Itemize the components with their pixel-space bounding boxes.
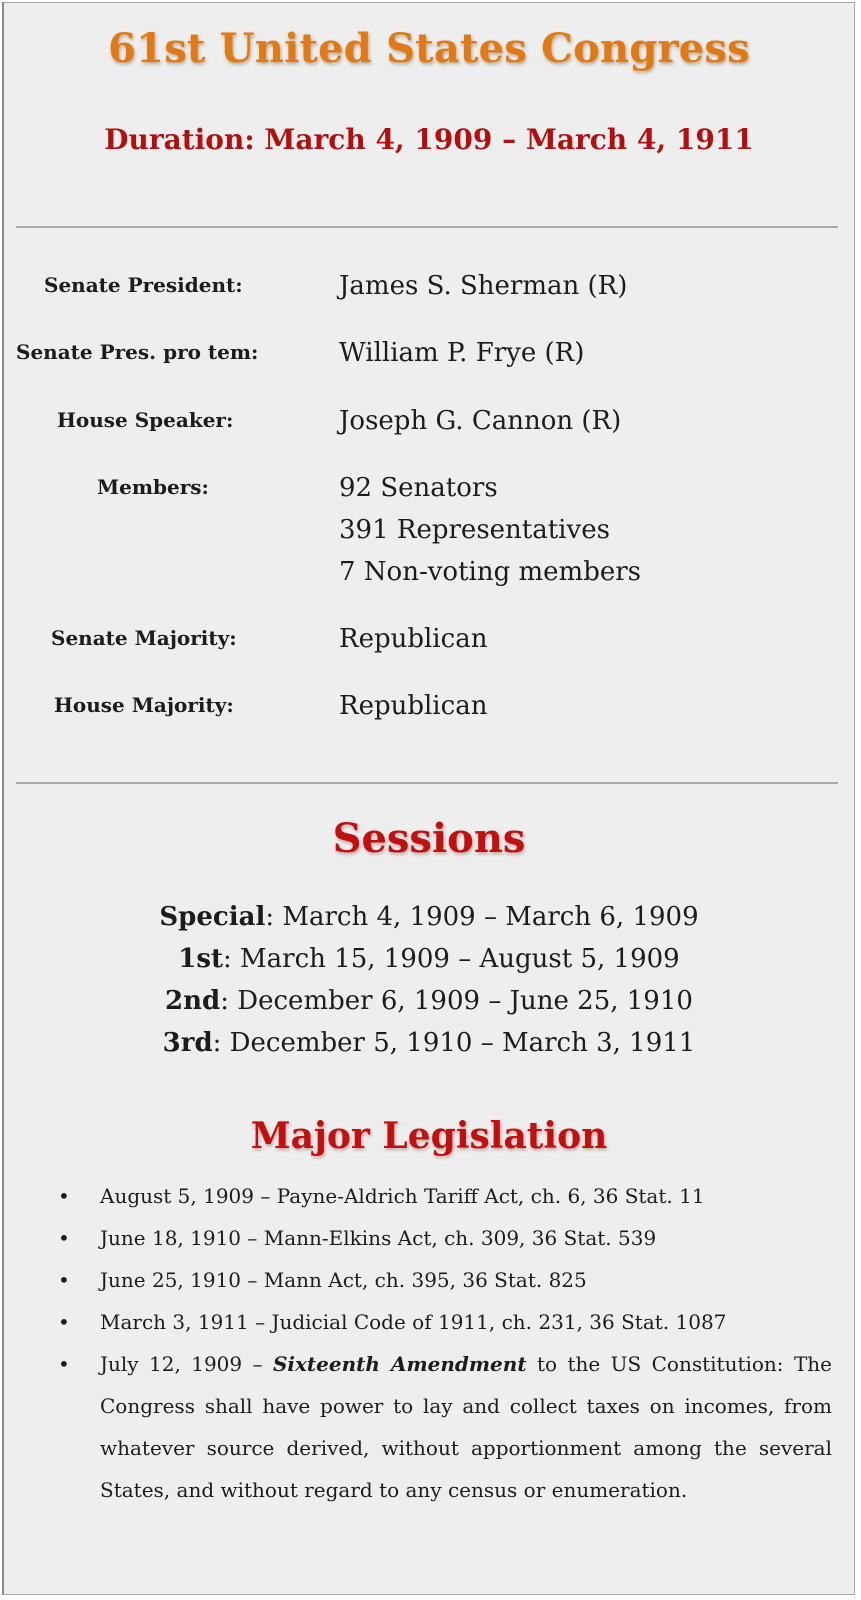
legislation-text: June 18, 1910 – Mann-Elkins Act, ch. 309, 36 Stat. 539 <box>100 1226 657 1250</box>
senate-majority-label: Senate Majority: <box>51 626 237 650</box>
house-majority-label: House Majority: <box>54 693 234 717</box>
senate-president-value: James S. Sherman (R) <box>339 271 628 301</box>
legislation-text: August 5, 1909 – Payne-Aldrich Tariff Act, ch. 6, 36 Stat. 11 <box>100 1184 705 1208</box>
house-majority-value: Republican <box>339 691 488 721</box>
bullet-icon: • <box>58 1310 70 1334</box>
session-dates: : March 15, 1909 – August 5, 1909 <box>223 944 680 974</box>
session-name: 1st <box>178 944 224 974</box>
legislation-list <box>56 1175 832 1511</box>
amendment-date: July 12, 1909 – <box>100 1352 273 1376</box>
session-dates: : December 6, 1909 – June 25, 1910 <box>220 986 693 1016</box>
session-name: 3rd <box>162 1028 213 1058</box>
bullet-icon: • <box>58 1184 70 1208</box>
bullet-icon: • <box>58 1268 70 1292</box>
pres-pro-tem-label: Senate Pres. pro tem: <box>16 340 259 364</box>
session-first <box>4 938 854 980</box>
members-representatives: 391 Representatives <box>339 515 610 545</box>
session-dates: : December 5, 1910 – March 3, 1911 <box>212 1028 696 1058</box>
bullet-icon: • <box>58 1352 70 1376</box>
list-item <box>56 1175 832 1217</box>
list-item <box>56 1217 832 1259</box>
amendment-name: Sixteenth Amendment <box>272 1352 527 1376</box>
list-item-amendment <box>56 1343 832 1511</box>
session-second <box>4 980 854 1022</box>
session-special <box>4 896 854 938</box>
list-item <box>56 1301 832 1343</box>
house-speaker-value: Joseph G. Cannon (R) <box>339 406 622 436</box>
members-label: Members: <box>97 475 209 499</box>
senate-majority-value: Republican <box>339 624 488 654</box>
legislation-heading: Major Legislation <box>250 1115 608 1157</box>
session-name: Special <box>159 902 266 932</box>
sessions-heading: Sessions <box>332 815 526 862</box>
members-non-voting: 7 Non-voting members <box>339 557 641 587</box>
pres-pro-tem-value: William P. Frye (R) <box>339 338 585 368</box>
duration-line: Duration: March 4, 1909 – March 4, 1911 <box>104 123 754 156</box>
session-dates: : March 4, 1909 – March 6, 1909 <box>265 902 699 932</box>
session-name: 2nd <box>165 986 221 1016</box>
members-senators: 92 Senators <box>339 473 498 503</box>
session-third <box>4 1022 854 1064</box>
divider-middle <box>16 782 838 784</box>
house-speaker-label: House Speaker: <box>57 408 234 432</box>
congress-info-card <box>2 2 855 1595</box>
legislation-text: June 25, 1910 – Mann Act, ch. 395, 36 Stat. 825 <box>100 1268 587 1292</box>
list-item <box>56 1259 832 1301</box>
page-title: 61st United States Congress <box>108 25 750 72</box>
legislation-text: March 3, 1911 – Judicial Code of 1911, ch. 231, 36 Stat. 1087 <box>100 1310 727 1334</box>
senate-president-label: Senate President: <box>44 273 243 297</box>
bullet-icon: • <box>58 1226 70 1250</box>
divider-top <box>16 226 838 228</box>
amendment-text: to the US Constitution: The Congress shall have power to lay and collect taxes on incomes, from whatever source derived, without apportionment among the several States, and without regard to any census or enumeration. <box>100 1352 833 1502</box>
sessions-list <box>4 896 854 1064</box>
